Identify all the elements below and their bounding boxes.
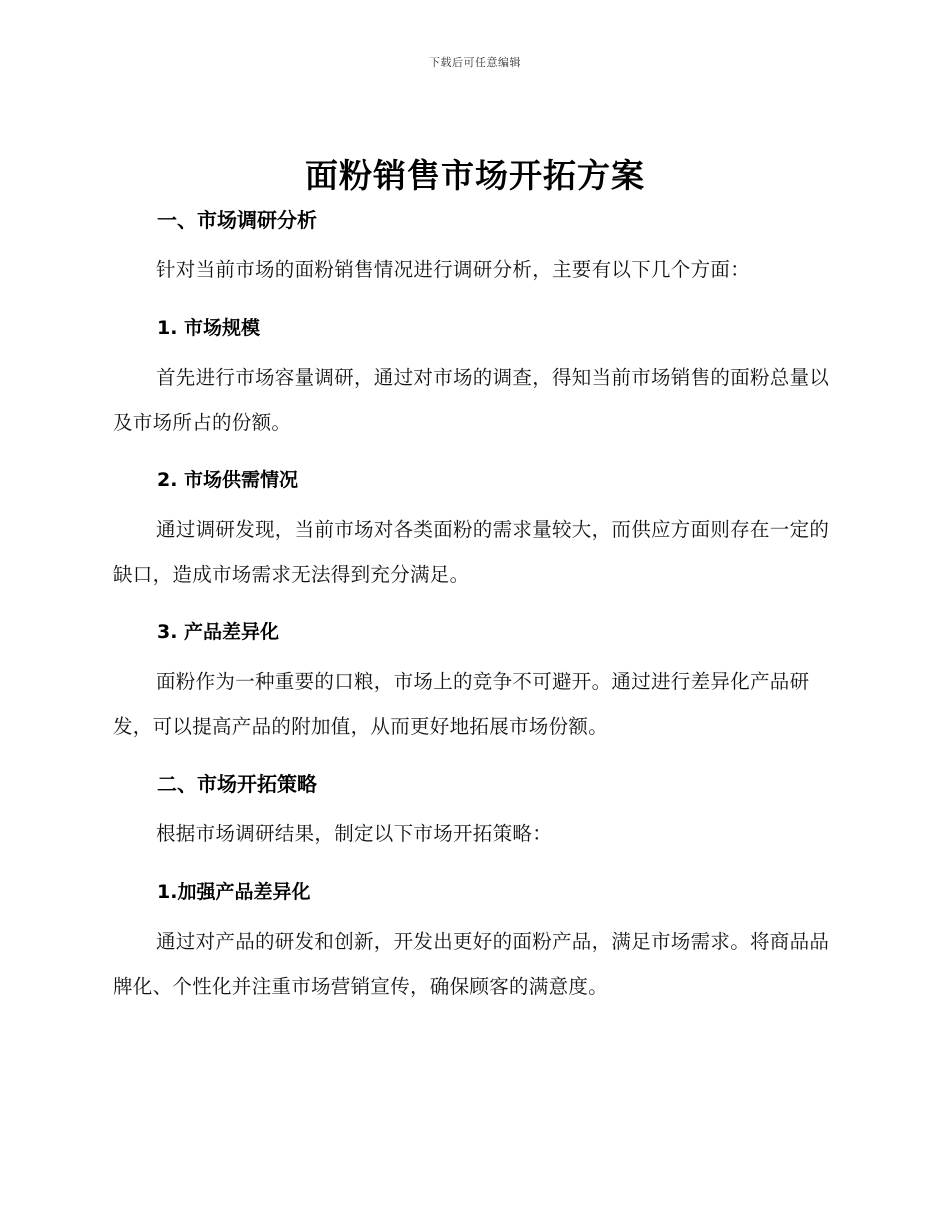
paragraph-supply-demand: 通过调研发现，当前市场对各类面粉的需求量较大，而供应方面则存在一定的缺口，造成市场需求无法得到充分满足。 [113,518,830,586]
section-intro-market-research: 针对当前市场的面粉销售情况进行调研分析，主要有以下几个方面： [156,258,751,281]
paragraph-product-differentiation: 面粉作为一种重要的口粮，市场上的竞争不可避开。通过进行差异化产品研发，可以提高产品的附加值，从而更好地拓展市场份额。 [113,670,810,738]
section-heading-market-strategy: 二、市场开拓策略 [157,772,317,796]
subheading-supply-demand: 2. 市场供需情况 [157,469,299,491]
subheading-strengthen-differentiation: 1.加强产品差异化 [157,881,311,903]
document-title: 面粉销售市场开拓方案 [305,156,645,195]
paragraph-market-size: 首先进行市场容量调研，通过对市场的调查，得知当前市场销售的面粉总量以及市场所占的份额。 [113,366,830,434]
subheading-product-differentiation: 3. 产品差异化 [157,621,280,643]
document-body [113,202,835,1009]
paragraph-strengthen-differentiation: 通过对产品的研发和创新，开发出更好的面粉产品，满足市场需求。将商品品牌化、个性化并注重市场营销宣传，确保顾客的满意度。 [113,930,830,998]
header-note: 下载后可任意编辑 [429,56,521,69]
subheading-market-size: 1. 市场规模 [157,317,261,339]
section-heading-market-research: 一、市场调研分析 [157,208,317,232]
section-intro-market-strategy: 根据市场调研结果，制定以下市场开拓策略： [156,822,553,845]
